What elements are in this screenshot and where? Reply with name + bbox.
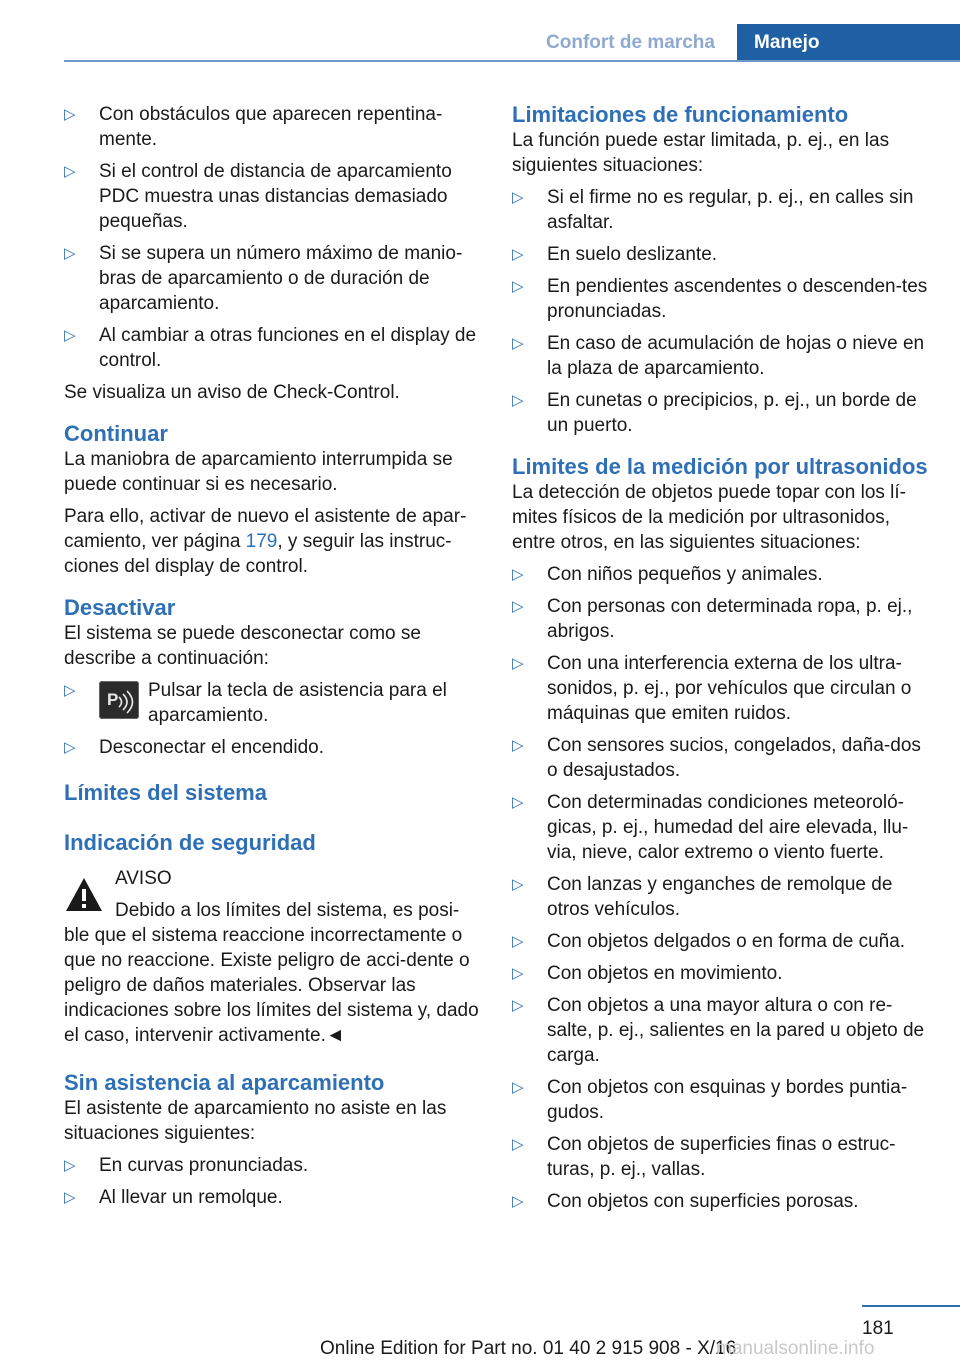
list-item: ▷ Si se supera un número máximo de manio-bras de aparcamiento o de duración de aparcamiento. xyxy=(64,243,463,314)
footer-rule xyxy=(862,1305,960,1307)
check-control-note: Se visualiza un aviso de Check-Control. xyxy=(64,382,400,403)
bullet-arrow-icon: ▷ xyxy=(512,1193,524,1210)
page-reference-link[interactable]: 179 xyxy=(245,531,278,552)
list-item: ▷ P Pulsar la tecla de asistencia para el aparcamiento. xyxy=(64,680,447,726)
heading-limites-medicion: Limites de la medición por ultrasonidos xyxy=(512,454,928,479)
bullet-arrow-icon: ▷ xyxy=(512,1136,524,1153)
bullet-arrow-icon: ▷ xyxy=(512,933,524,950)
list-item: ▷ Si el control de distancia de aparcamiento PDC muestra unas distancias demasiado pequeñas. xyxy=(64,161,452,232)
warning-block xyxy=(64,866,482,891)
svg-text:P: P xyxy=(107,690,119,709)
desactivar-paragraph: El sistema se puede desconectar como se describe a continuación: xyxy=(64,623,421,669)
bullet-arrow-icon: ▷ xyxy=(64,245,76,262)
header-section-title: Confort de marcha xyxy=(546,32,715,53)
park-assist-button-icon xyxy=(99,681,139,719)
list-item: ▷ En caso de acumulación de hojas o nieve en la plaza de aparcamiento. xyxy=(512,333,925,379)
warning-triangle-icon xyxy=(64,875,104,915)
bullet-arrow-icon: ▷ xyxy=(512,392,524,409)
edition-footer: Online Edition for Part no. 01 40 2 915 908 - X/16 xyxy=(320,1338,737,1359)
bullet-arrow-icon: ▷ xyxy=(64,1157,76,1174)
bullet-arrow-icon: ▷ xyxy=(512,278,524,295)
list-item: ▷ Con determinadas condiciones meteoroló-gicas, p. ej., humedad del aire elevada, llu-via, nieve, calor extremo o viento fuerte. xyxy=(512,792,909,863)
bullet-arrow-icon: ▷ xyxy=(64,327,76,344)
list-item: ▷ Con lanzas y enganches de remolque de otros vehículos. xyxy=(512,874,893,920)
heading-desactivar: Desactivar xyxy=(64,595,176,620)
bullet-arrow-icon: ▷ xyxy=(512,737,524,754)
limites-medicion-paragraph: La detección de objetos puede topar con los lí-mites físicos de la medición por ultrasonidos, entre otros, en las siguientes situaciones: xyxy=(512,482,906,553)
list-item: ▷ Con objetos delgados o en forma de cuña. xyxy=(512,931,906,952)
list-item: ▷ Al llevar un remolque. xyxy=(64,1187,283,1208)
bullet-arrow-icon: ▷ xyxy=(512,794,524,811)
bullet-arrow-icon: ▷ xyxy=(512,997,524,1014)
warning-text: Debido a los límites del sistema, es posi-ble que el sistema reaccione incorrectamente o que no reaccione. Existe peligro de acci-dente o peligro de daños materiales. Observar las indicaciones sobre los límites del sistema y, dado el caso, intervenir activamente.◄ xyxy=(64,900,479,1046)
sin-asistencia-paragraph: El asistente de aparcamiento no asiste en las situaciones siguientes: xyxy=(64,1098,447,1144)
bullet-arrow-icon: ▷ xyxy=(512,246,524,263)
bullet-arrow-icon: ▷ xyxy=(512,655,524,672)
list-item: ▷ Con objetos con superficies porosas. xyxy=(512,1191,859,1212)
list-item: ▷ Al cambiar a otras funciones en el display de control. xyxy=(64,325,477,371)
bullet-arrow-icon: ▷ xyxy=(64,1189,76,1206)
list-item: ▷ Si el firme no es regular, p. ej., en calles sin asfaltar. xyxy=(512,187,914,233)
list-item: ▷ Con niños pequeños y animales. xyxy=(512,564,823,585)
bullet-arrow-icon: ▷ xyxy=(512,1079,524,1096)
heading-limitaciones: Limitaciones de funcionamiento xyxy=(512,102,849,127)
list-item: ▷ Con personas con determinada ropa, p. ej., abrigos. xyxy=(512,596,913,642)
list-item: ▷ Con una interferencia externa de los ultra-sonidos, p. ej., por vehículos que circulan o máquinas que emiten ruidos. xyxy=(512,653,912,724)
limitaciones-paragraph: La función puede estar limitada, p. ej., en las siguientes situaciones: xyxy=(512,130,890,176)
bullet-arrow-icon: ▷ xyxy=(512,876,524,893)
warning-title: AVISO xyxy=(115,868,172,889)
list-item: ▷ Con objetos de superficies finas o estruc-turas, p. ej., vallas. xyxy=(512,1134,896,1180)
obstacle-list xyxy=(64,102,482,373)
bullet-arrow-icon: ▷ xyxy=(64,682,76,699)
list-item: ▷ Con objetos a una mayor altura o con re-salte, p. ej., salientes en la pared u objeto de carga. xyxy=(512,995,925,1066)
watermark-text: manualsonline.info xyxy=(716,1338,875,1359)
header-rule xyxy=(64,60,960,62)
bullet-arrow-icon: ▷ xyxy=(64,739,76,756)
heading-indicacion-seguridad: Indicación de seguridad xyxy=(64,830,316,855)
bullet-arrow-icon: ▷ xyxy=(512,566,524,583)
list-item: ▷ En suelo deslizante. xyxy=(512,244,718,265)
bullet-arrow-icon: ▷ xyxy=(512,965,524,982)
list-item: ▷ Con sensores sucios, congelados, daña-dos o desajustados. xyxy=(512,735,921,781)
heading-sin-asistencia: Sin asistencia al aparcamiento xyxy=(64,1070,385,1095)
list-item: ▷ Con objetos con esquinas y bordes puntia-gudos. xyxy=(512,1077,908,1123)
left-column xyxy=(64,102,482,1217)
bullet-arrow-icon: ▷ xyxy=(512,598,524,615)
continuar-instructions: Para ello, activar de nuevo el asistente de apar-camiento, ver página 179, y seguir las instruc-ciones del display de control. xyxy=(64,506,467,577)
right-column xyxy=(512,102,928,1221)
bullet-arrow-icon: ▷ xyxy=(512,189,524,206)
list-item: ▷ En pendientes ascendentes o descenden-tes pronunciadas. xyxy=(512,276,928,322)
heading-limites-sistema: Límites del sistema xyxy=(64,780,267,805)
list-item: ▷ En cunetas o precipicios, p. ej., un borde de un puerto. xyxy=(512,390,917,436)
continuar-paragraph: La maniobra de aparcamiento interrumpida se puede continuar si es necesario. xyxy=(64,449,453,495)
bullet-arrow-icon: ▷ xyxy=(64,163,76,180)
bullet-arrow-icon: ▷ xyxy=(512,335,524,352)
page-number: 181 xyxy=(862,1318,894,1339)
list-item: ▷ En curvas pronunciadas. xyxy=(64,1155,309,1176)
list-item: ▷ Con obstáculos que aparecen repentina-mente. xyxy=(64,104,443,150)
heading-continuar: Continuar xyxy=(64,421,168,446)
header-chapter-tab: Manejo xyxy=(737,24,960,62)
bullet-arrow-icon: ▷ xyxy=(64,106,76,123)
list-item: ▷ Con objetos en movimiento. xyxy=(512,963,783,984)
list-item: ▷ Desconectar el encendido. xyxy=(64,737,324,758)
